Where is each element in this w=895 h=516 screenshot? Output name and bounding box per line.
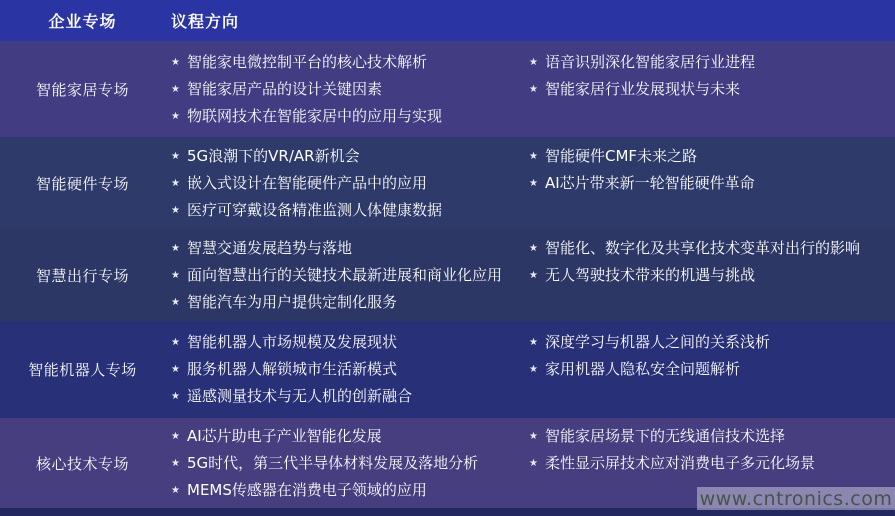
star-bullet-icon: ★ bbox=[171, 391, 180, 402]
agenda-item bbox=[171, 235, 529, 262]
star-bullet-icon: ★ bbox=[171, 364, 180, 375]
agenda-item bbox=[529, 143, 895, 170]
star-bullet-icon: ★ bbox=[529, 56, 538, 68]
session-name: 核心技术专场 bbox=[35, 454, 129, 473]
agenda-item-text: 服务机器人解锁城市生活新模式 bbox=[187, 360, 398, 378]
star-bullet-icon: ★ bbox=[171, 457, 180, 469]
star-bullet-icon: ★ bbox=[529, 242, 538, 254]
agenda-item-text: 语音识别深化智能家居行业进程 bbox=[545, 52, 756, 71]
star-bullet-icon: ★ bbox=[171, 242, 180, 254]
star-bullet-icon: ★ bbox=[529, 364, 538, 375]
session-row-smart-hardware bbox=[0, 137, 895, 229]
agenda-item-text: 智能汽车为用户提供定制化服务 bbox=[187, 292, 398, 311]
star-bullet-icon: ★ bbox=[529, 177, 538, 189]
column-header-session: 企业专场 bbox=[48, 12, 117, 31]
agenda-item-text: 智能家居场景下的无线通信技术选择 bbox=[545, 426, 786, 445]
agenda-item bbox=[171, 329, 529, 356]
agenda-item bbox=[171, 103, 529, 130]
agenda-item bbox=[529, 49, 895, 76]
star-bullet-icon: ★ bbox=[529, 337, 538, 348]
agenda-item-text: AI芯片带来新一轮智能硬件革命 bbox=[545, 173, 755, 192]
agenda-item bbox=[529, 450, 895, 477]
agenda-item-text: 智能家居产品的设计关键因素 bbox=[187, 79, 383, 98]
agenda-items bbox=[165, 41, 895, 137]
agenda-items bbox=[165, 321, 895, 418]
agenda-item bbox=[171, 197, 529, 224]
session-name: 智能机器人专场 bbox=[28, 361, 137, 379]
agenda-item-text: 面向智慧出行的关键技术最新进展和商业化应用 bbox=[187, 265, 503, 284]
star-bullet-icon: ★ bbox=[171, 150, 180, 162]
agenda-item-text: 智慧交通发展趋势与落地 bbox=[187, 238, 353, 257]
session-name: 智能家居专场 bbox=[35, 80, 129, 99]
agenda-item bbox=[529, 423, 895, 450]
agenda-item-text: 智能化、数字化及共享化技术变革对出行的影响 bbox=[545, 238, 861, 257]
agenda-item-text: 医疗可穿戴设备精准监测人体健康数据 bbox=[187, 200, 443, 219]
agenda-item-text: 家用机器人隐私安全问题解析 bbox=[545, 360, 741, 378]
watermark-text: www.cntronics.com bbox=[699, 487, 893, 510]
star-bullet-icon: ★ bbox=[529, 430, 538, 442]
star-bullet-icon: ★ bbox=[529, 83, 538, 95]
agenda-item-text: 柔性显示屏技术应对消费电子多元化场景 bbox=[545, 453, 816, 472]
star-bullet-icon: ★ bbox=[529, 269, 538, 281]
agenda-item-text: 5G浪潮下的VR/AR新机会 bbox=[187, 146, 360, 165]
star-bullet-icon: ★ bbox=[171, 296, 180, 308]
agenda-item-text: AI芯片助电子产业智能化发展 bbox=[187, 426, 382, 445]
agenda-item-text: 无人驾驶技术带来的机遇与挑战 bbox=[545, 265, 756, 284]
star-bullet-icon: ★ bbox=[171, 204, 180, 216]
session-name: 智能硬件专场 bbox=[35, 174, 129, 193]
star-bullet-icon: ★ bbox=[171, 110, 180, 122]
star-bullet-icon: ★ bbox=[171, 337, 180, 348]
agenda-item-text: 深度学习与机器人之间的关系浅析 bbox=[545, 333, 771, 351]
session-row-smart-mobility bbox=[0, 229, 895, 321]
agenda-item bbox=[529, 329, 895, 356]
agenda-items bbox=[165, 229, 895, 321]
agenda-item bbox=[529, 356, 895, 383]
session-row-smart-home bbox=[0, 41, 895, 137]
agenda-item-text: 嵌入式设计在智能硬件产品中的应用 bbox=[187, 173, 428, 192]
agenda-item bbox=[171, 170, 529, 197]
agenda-item bbox=[171, 76, 529, 103]
star-bullet-icon: ★ bbox=[171, 484, 180, 496]
agenda-item bbox=[529, 235, 895, 262]
agenda-item bbox=[171, 49, 529, 76]
agenda-item-text: MEMS传感器在消费电子领域的应用 bbox=[187, 480, 427, 499]
watermark bbox=[697, 487, 895, 510]
agenda-item-text: 智能家居行业发展现状与未来 bbox=[545, 79, 741, 98]
agenda-item bbox=[171, 289, 529, 316]
agenda-item bbox=[171, 477, 529, 504]
agenda-item bbox=[171, 383, 529, 410]
agenda-item-text: 智能家电微控制平台的核心技术解析 bbox=[187, 52, 428, 71]
agenda-item bbox=[171, 356, 529, 383]
agenda-item bbox=[171, 262, 529, 289]
star-bullet-icon: ★ bbox=[171, 269, 180, 281]
star-bullet-icon: ★ bbox=[529, 150, 538, 162]
agenda-item bbox=[529, 170, 895, 197]
star-bullet-icon: ★ bbox=[171, 430, 180, 442]
agenda-item-text: 智能硬件CMF未来之路 bbox=[545, 146, 698, 165]
column-header-agenda: 议程方向 bbox=[171, 12, 240, 31]
star-bullet-icon: ★ bbox=[171, 177, 180, 189]
agenda-items bbox=[165, 137, 895, 229]
session-name: 智慧出行专场 bbox=[35, 266, 129, 285]
agenda-item bbox=[529, 76, 895, 103]
star-bullet-icon: ★ bbox=[171, 83, 180, 95]
agenda-item-text: 5G时代，第三代半导体材料发展及落地分析 bbox=[187, 453, 479, 472]
session-row-smart-robot bbox=[0, 321, 895, 418]
agenda-item-text: 遥感测量技术与无人机的创新融合 bbox=[187, 387, 413, 405]
agenda-item-text: 智能机器人市场规模及发展现状 bbox=[187, 333, 398, 351]
table-header bbox=[0, 0, 895, 41]
star-bullet-icon: ★ bbox=[529, 457, 538, 469]
agenda-item bbox=[171, 143, 529, 170]
agenda-item-text: 物联网技术在智能家居中的应用与实现 bbox=[187, 106, 443, 125]
agenda-item bbox=[171, 423, 529, 450]
star-bullet-icon: ★ bbox=[171, 56, 180, 68]
agenda-item bbox=[529, 262, 895, 289]
agenda-item bbox=[171, 450, 529, 477]
